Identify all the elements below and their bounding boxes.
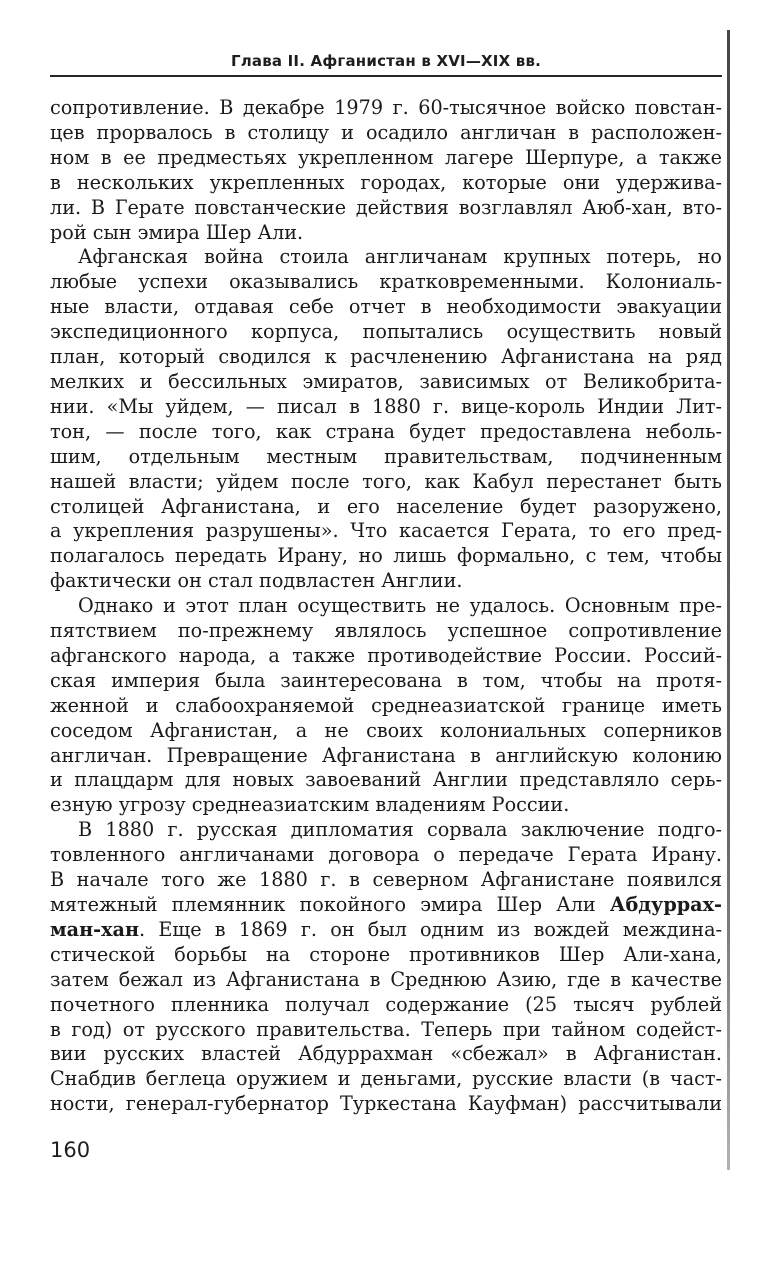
- text-line: ном в ее предместьях укрепленном лагере Шерпуре, а также: [50, 145, 722, 169]
- text-line: стической борьбы на стороне противников Шер Али-хана,: [50, 942, 722, 966]
- text-line: тон, — после того, как страна будет предоставлена неболь-: [50, 419, 722, 443]
- text-line: шим, отдельным местным правительствам, подчиненным: [50, 444, 722, 468]
- text-line: ская империя была заинтересована в том, чтобы на протя-: [50, 668, 722, 692]
- text-line: мелких и бессильных эмиратов, зависимых от Великобрита-: [50, 369, 722, 393]
- header-rule: [50, 75, 722, 77]
- page-edge-shadow: [727, 30, 730, 1170]
- page-number: 160: [50, 1138, 91, 1162]
- text-line-with-name: [50, 893, 722, 918]
- text-line: пятствием по-прежнему являлось успешное сопротивление: [50, 619, 722, 643]
- text-line: план, который сводился к расчленению Афганистана на ряд: [50, 345, 722, 369]
- text-line: Однако и этот план осуществить не удалось. Основным пре-: [78, 594, 722, 618]
- text-fragment: мятежный племянник покойного эмира Шер Али: [50, 893, 610, 916]
- text-line: затем бежал из Афганистана в Среднюю Азию, где в качестве: [50, 967, 722, 991]
- text-line: нии. «Мы уйдем, — писал в 1880 г. вице-король Индии Лит-: [50, 394, 722, 418]
- paragraph-3: [50, 594, 722, 818]
- text-line: фактически он стал подвластен Англии.: [50, 569, 463, 593]
- text-line: полагалось передать Ирану, но лишь формально, с тем, чтобы: [50, 544, 722, 568]
- text-line: афганского народа, а также противодействие России. Россий-: [50, 643, 722, 667]
- text-line: Снабдив беглеца оружием и деньгами, русские власти (в част-: [50, 1067, 722, 1091]
- paragraph-1: [50, 96, 722, 245]
- text-line: ности, генерал-губернатор Туркестана Кауфман) рассчитывали: [50, 1092, 722, 1116]
- text-line: экспедиционного корпуса, попытались осуществить новый: [50, 320, 722, 344]
- running-header: Глава II. Афганистан в XVI—XIX вв.: [230, 52, 542, 70]
- text-line: цев прорвалось в столицу и осадило англичан в расположен-: [50, 120, 722, 144]
- bold-name: ман-хан: [50, 917, 140, 941]
- text-line: рой сын эмира Шер Али.: [50, 220, 304, 244]
- text-line: а укрепления разрушены». Что касается Герата, то его пред-: [50, 519, 722, 543]
- text-line: В 1880 г. русская дипломатия сорвала заключение подго-: [78, 818, 722, 842]
- text-line: нашей власти; уйдем после того, как Кабул перестанет быть: [50, 469, 722, 493]
- text-line-with-name: [50, 918, 722, 943]
- text-line: В начале того же 1880 г. в северном Афганистане появился: [50, 868, 722, 892]
- body-text: [50, 96, 722, 1117]
- text-line: товленного англичанами договора о передаче Герата Ирану.: [50, 843, 722, 867]
- text-fragment: . Еще в 1869 г. он был одним из вождей междина-: [139, 917, 722, 941]
- text-line: любые успехи оказывались кратковременными. Колониаль-: [50, 270, 722, 294]
- text-line: почетного пленника получал содержание (25 тысяч рублей: [50, 992, 722, 1016]
- text-line: ные власти, отдавая себе отчет в необходимости эвакуации: [50, 295, 722, 319]
- text-line: езную угрозу среднеазиатским владениям России.: [50, 793, 570, 817]
- text-line: вии русских властей Абдуррахман «сбежал» в Афганистан.: [50, 1042, 722, 1066]
- text-line: столицей Афганистана, и его население будет разоружено,: [50, 494, 722, 518]
- text-line: ли. В Герате повстанческие действия возглавлял Аюб-хан, вто-: [50, 195, 722, 219]
- paragraph-2: [50, 245, 722, 594]
- text-line: англичан. Превращение Афганистана в английскую колонию: [50, 743, 722, 767]
- text-line: соседом Афганистан, а не своих колониальных соперников: [50, 718, 722, 742]
- text-line: Афганская война стоила англичанам крупных потерь, но: [78, 245, 722, 269]
- text-line: и плацдарм для новых завоеваний Англии представляло серь-: [50, 768, 722, 792]
- text-line: женной и слабоохраняемой среднеазиатской границе иметь: [50, 693, 722, 717]
- text-line: в нескольких укрепленных городах, которые они удержива-: [50, 170, 722, 194]
- text-line: сопротивление. В декабре 1979 г. 60-тысячное войско повстан-: [50, 96, 722, 119]
- bold-name: Абдуррах-: [609, 893, 722, 916]
- text-line: в год) от русского правительства. Теперь при тайном содейст-: [50, 1017, 722, 1041]
- paragraph-4: [50, 818, 722, 1117]
